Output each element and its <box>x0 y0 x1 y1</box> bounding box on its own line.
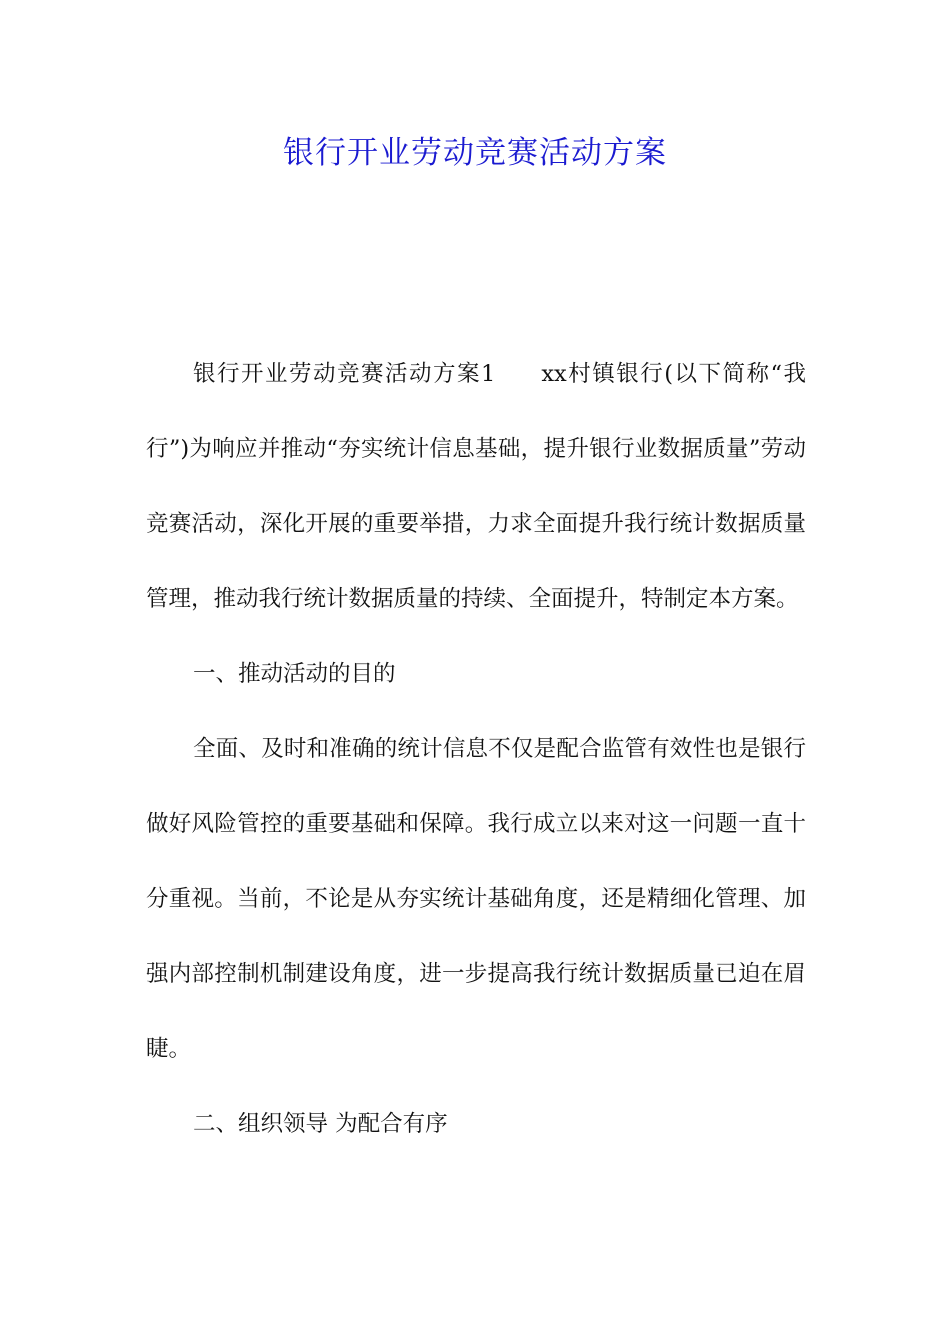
paragraph-intro <box>146 337 806 637</box>
document-body <box>146 337 806 1162</box>
paragraph-purpose: 全面、及时和准确的统计信息不仅是配合监管有效性也是银行做好风险管控的重要基础和保障。我行成立以来对这一问题一直十分重视。当前，不论是从夯实统计基础角度，还是精细化管理、加强内部控制机制建设角度，进一步提高我行统计数据质量已迫在眉睫。 <box>146 736 806 1062</box>
paragraph-intro-text: xx村镇银行(以下简称“我行”)为响应并推动“夯实统计信息基础，提升银行业数据质量”劳动竞赛活动，深化开展的重要举措，力求全面提升我行统计数据质量管理，推动我行统计数据质量的持续、全面提升，特制定本方案。 <box>146 361 806 612</box>
paragraph-intro-lead: 银行开业劳动竞赛活动方案1 <box>193 361 496 387</box>
section-heading-purpose: 一、推动活动的目的 <box>193 661 396 687</box>
section-heading-organization: 二、组织领导 为配合有序 <box>193 1111 448 1137</box>
document-title: 银行开业劳动竞赛活动方案 <box>283 135 667 171</box>
